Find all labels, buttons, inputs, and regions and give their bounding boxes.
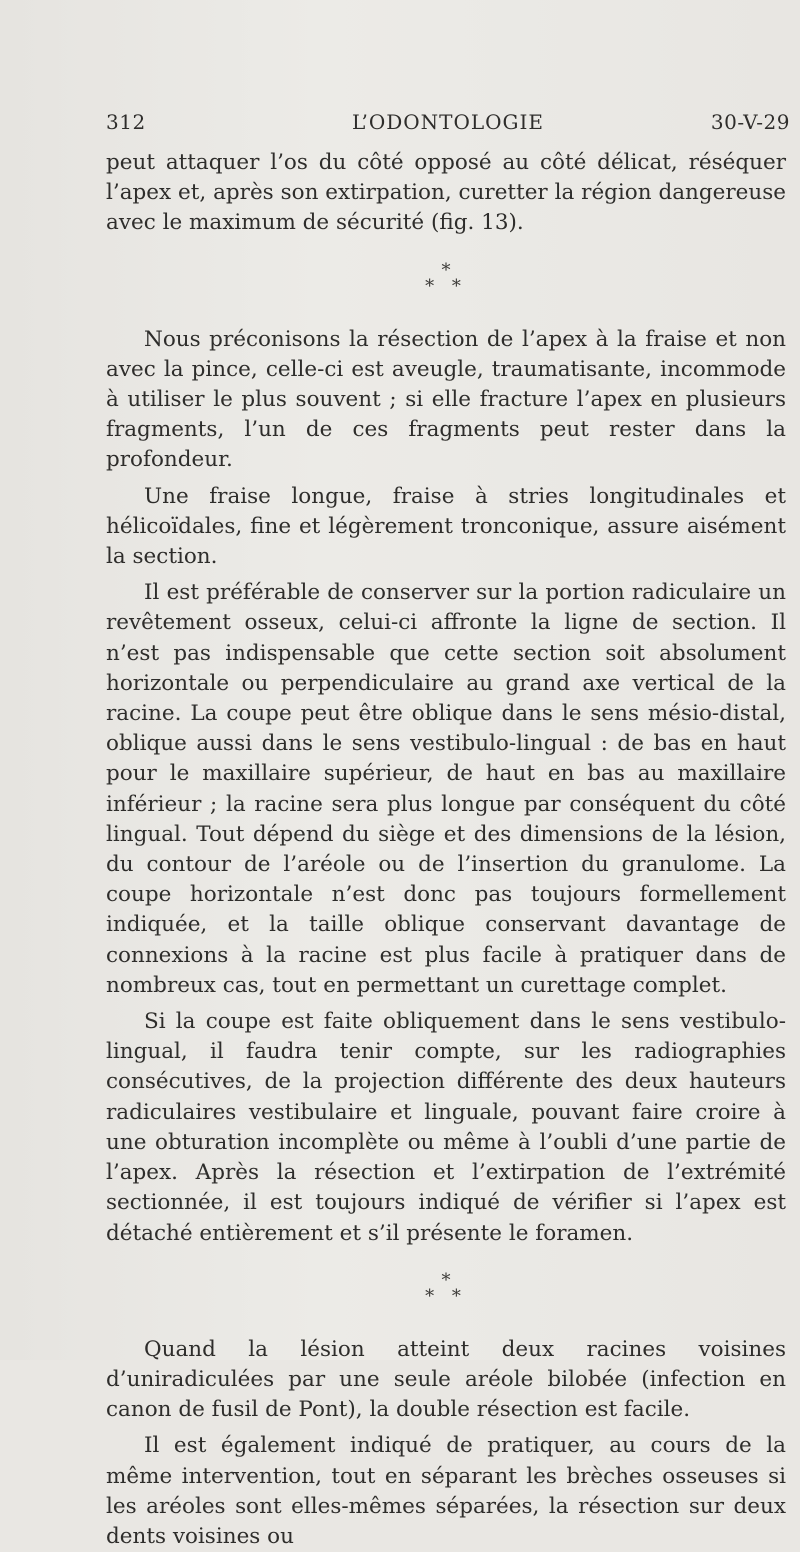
running-title: L’ODONTOLOGIE xyxy=(351,110,545,134)
page-number: 312 xyxy=(106,110,146,134)
issue-date: 30-V-29 xyxy=(710,110,790,134)
asterism-top: * xyxy=(441,1269,451,1291)
asterism-top: * xyxy=(441,259,451,281)
paragraph: Une fraise longue, fraise à stries longitudinales et hélicoïdales, fine et légèrement tronconique, assure aisément la section. xyxy=(106,483,786,570)
asterism-bottom: * * xyxy=(425,1285,467,1307)
running-header xyxy=(106,110,790,140)
paragraph: Quand la lésion atteint deux racines voisines d’uniradiculées par une seule aréole bilobée (infection en canon de fusil de Pont), la double résection est facile. xyxy=(106,1336,786,1423)
paragraph: Il est également indiqué de pratiquer, au cours de la même intervention, tout en séparant les brèches osseuses si les aréoles sont elles-mêmes séparées, la résection sur deux dents voisines ou xyxy=(106,1433,786,1549)
paragraph: Si la coupe est faite obliquement dans le sens vestibulo-lingual, il faudra tenir compte, sur les radiographies consécutives, de la projection différente des deux hauteurs radiculaires vestibulaire et linguale, pouvant faire croire à une obturation incomplète ou même à l’oubli d’une partie de l’apex. Après la résection et l’extirpation de l’extrémité sectionnée, il est toujours indiqué de vérifier si l’apex est détaché entièrement et s’il présente le foramen. xyxy=(106,1009,786,1246)
paragraph-continued: peut attaquer l’os du côté opposé au côté délicat, réséquer l’apex et, après son extirpation, curetter la région dangereuse avec le maximum de sécurité (fig. 13). xyxy=(106,150,786,236)
section-asterism xyxy=(106,259,786,297)
paragraph: Nous préconisons la résection de l’apex à la fraise et non avec la pince, celle-ci est aveugle, traumatisante, incommode à utiliser le plus souvent ; si elle fracture l’apex en plusieurs fragments, l’un de ces fragments peut rester dans la profondeur. xyxy=(106,326,786,473)
body-text xyxy=(106,148,786,1552)
section-asterism xyxy=(106,1269,786,1307)
paragraph: Il est préférable de conserver sur la portion radiculaire un revêtement osseux, celui-ci affronte la ligne de section. Il n’est pas indispensable que cette section soit absolument horizontale ou perpendiculaire au grand axe vertical de la racine. La coupe peut être oblique dans le sens mésio-distal, oblique aussi dans le sens vestibulo-lingual : de bas en haut pour le maxillaire supérieur, de haut en bas au maxillaire inférieur ; la racine sera plus longue par conséquent du côté lingual. Tout dépend du siège et des dimensions de la lésion, du contour de l’aréole ou de l’insertion du granulome. La coupe horizontale n’est donc pas toujours formellement indiquée, et la taille oblique conservant davantage de connexions à la racine est plus facile à pratiquer dans de nombreux cas, tout en permettant un curettage complet. xyxy=(106,580,786,998)
asterism-bottom: * * xyxy=(425,275,467,297)
